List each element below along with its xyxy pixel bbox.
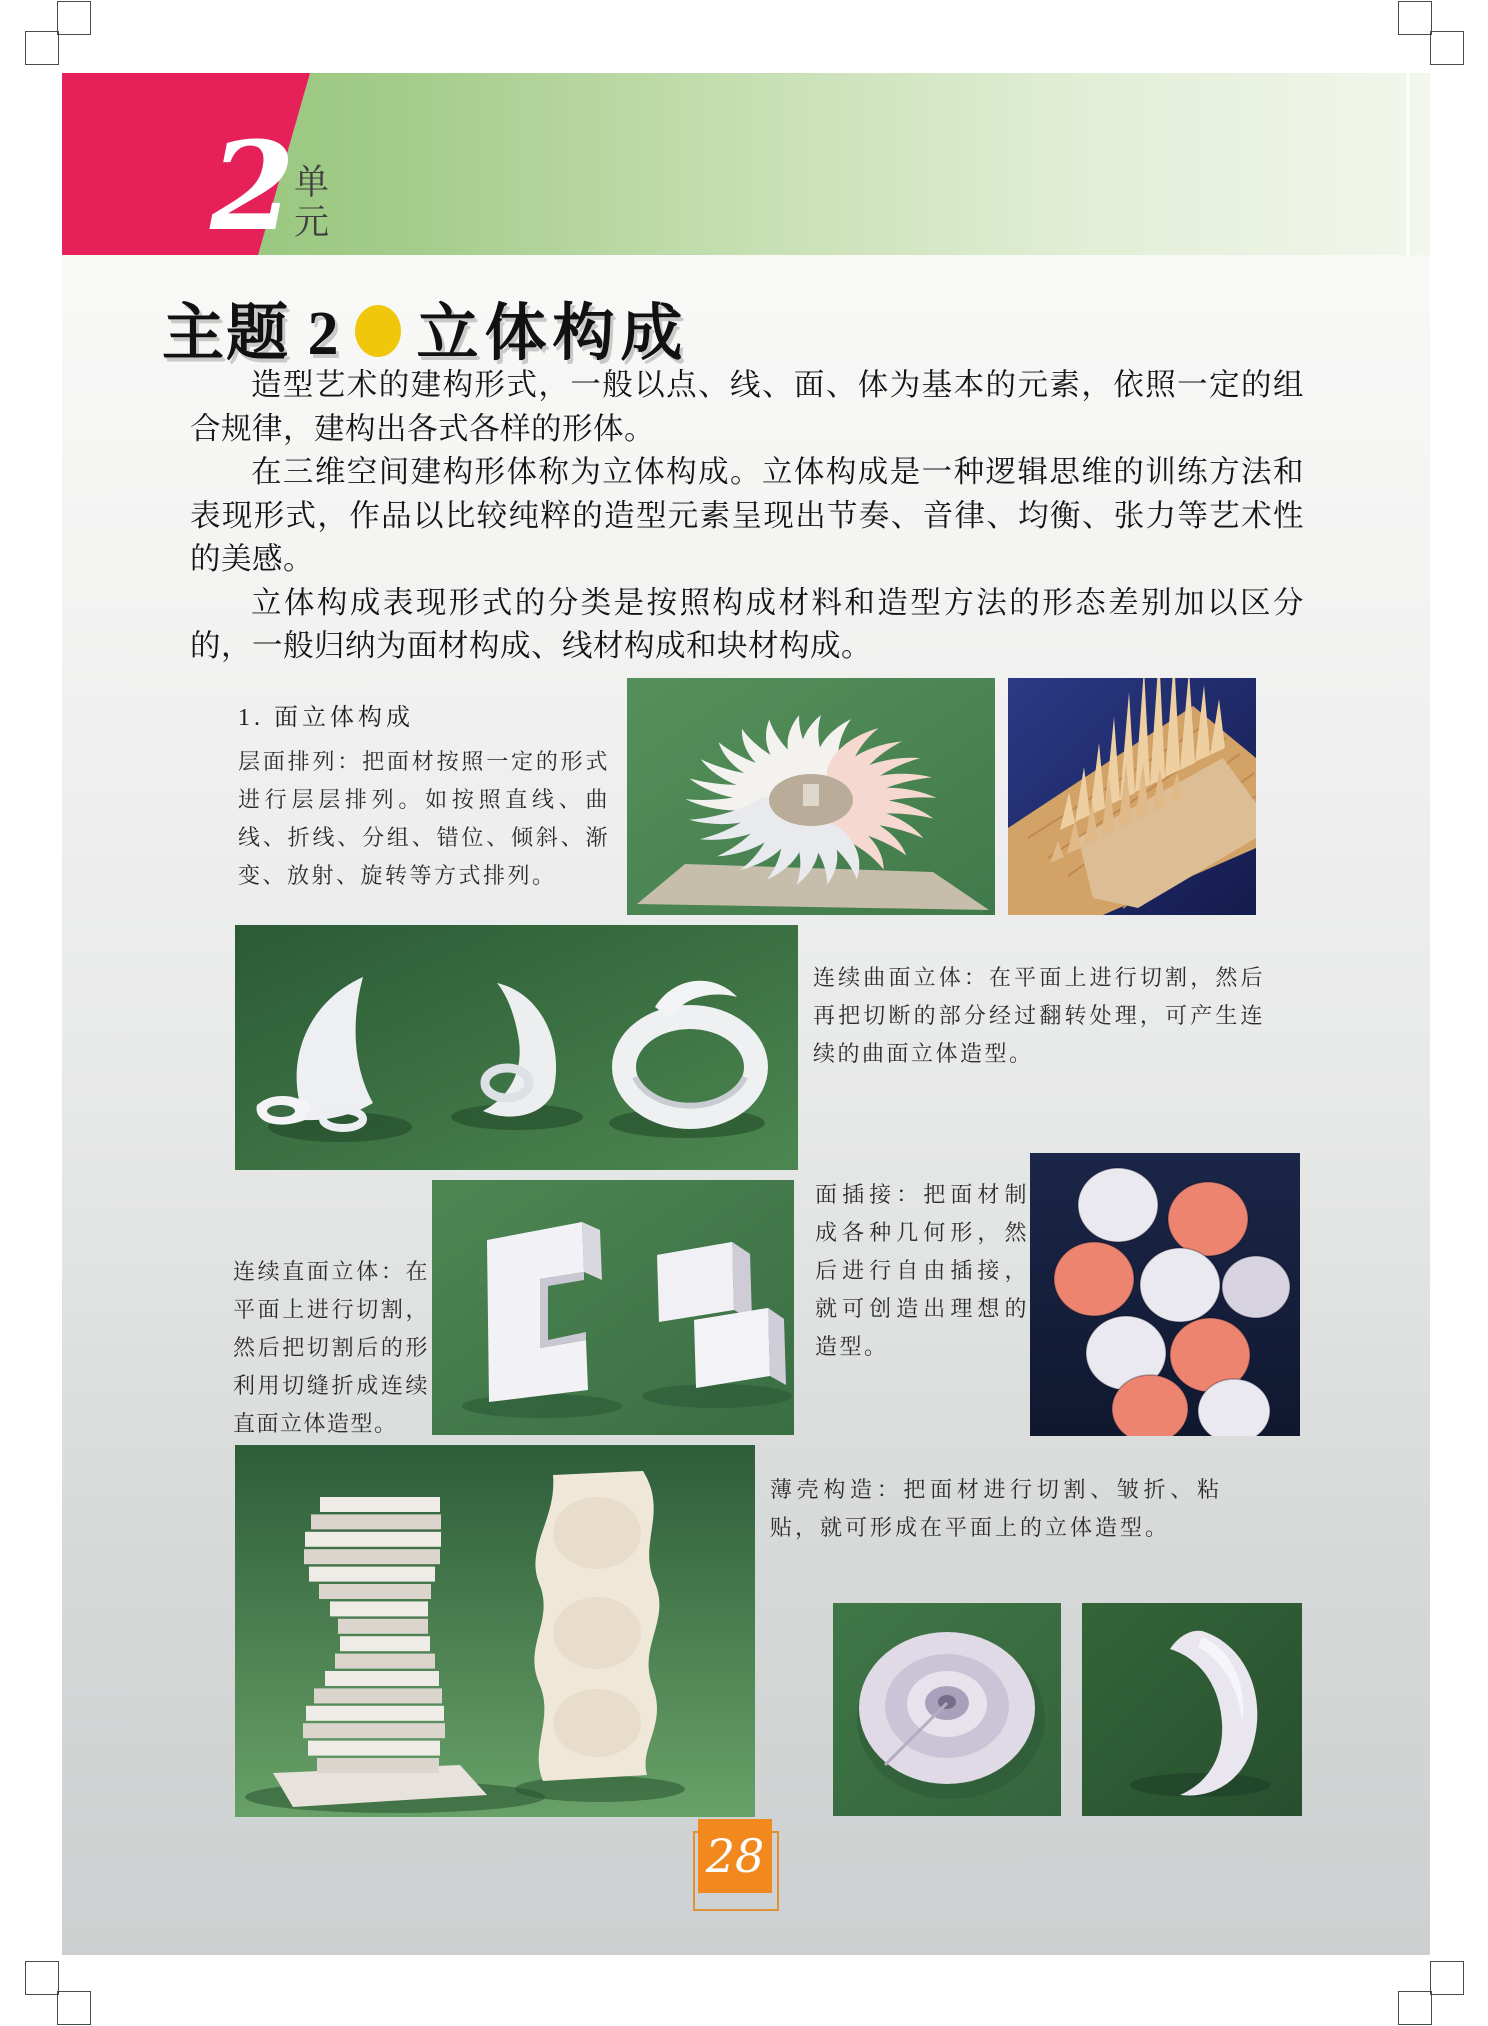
crop-mark <box>25 1961 59 1995</box>
intro-text <box>190 364 1304 669</box>
caption-plane-interlock: 面插接：把面材制成各种几何形，然后进行自由插接，就可创造出理想的造型。 <box>815 1182 1029 1359</box>
crop-mark <box>1430 31 1464 65</box>
photo-twisted-stack-and-wave-towers <box>235 1445 755 1817</box>
unit-banner <box>62 73 1430 258</box>
chapter-title-name: 立体构成 <box>416 300 689 368</box>
photo-triangular-spikes-on-wood <box>1008 678 1256 915</box>
caption-thin-shell: 薄壳构造：把面材进行切割、皱折、粘贴，就可形成在平面上的立体造型。 <box>770 1477 1222 1540</box>
intro-paragraph: 立体构成表现形式的分类是按照构成材料和造型方法的形态差别加以区分的，一般归纳为面材构成、线材构成和块材构成。 <box>190 585 1304 663</box>
caption-continuous-straight: 连续直面立体：在平面上进行切割，然后把切割后的形利用切缝折成连续直面立体造型。 <box>233 1259 429 1436</box>
caption-continuous-curved: 连续曲面立体：在平面上进行切割，然后再把切断的部分经过翻转处理，可产生连续的曲面立体造型。 <box>813 965 1265 1066</box>
yellow-dot-icon <box>355 305 401 357</box>
page-number-badge <box>698 1819 772 1893</box>
unit-label: 单元 <box>294 163 330 244</box>
chapter-title-prefix: 主题 2 <box>162 300 341 368</box>
photo-radial-fan-paper-model <box>627 678 995 915</box>
unit-number: 2 <box>210 114 295 258</box>
caption-layered-arrangement: 层面排列：把面材按照一定的形式进行层层排列。如按照直线、曲线、折线、分组、错位、倾斜、渐变、放射、旋转等方式排列。 <box>238 749 610 888</box>
photo-cut-and-fold-frames <box>432 1180 794 1435</box>
page-body <box>62 73 1430 1955</box>
crop-mark <box>57 1991 91 2025</box>
crop-mark <box>57 1 91 35</box>
photo-concentric-disc-relief <box>833 1603 1061 1816</box>
page-number: 28 <box>705 1829 765 1883</box>
photo-teardrop-shell-form <box>1082 1603 1302 1816</box>
intro-paragraph: 造型艺术的建构形式，一般以点、线、面、体为基本的元素，依照一定的组合规律，建构出各式各样的形体。 <box>190 368 1304 446</box>
chapter-title <box>162 283 689 372</box>
photo-interlocked-pink-discs <box>1030 1153 1300 1436</box>
crop-mark <box>1430 1961 1464 1995</box>
crop-mark <box>25 31 59 65</box>
banner-divider-line <box>1406 73 1410 255</box>
photo-three-curled-paper-forms <box>235 925 798 1170</box>
crop-mark <box>1398 1 1432 35</box>
section-heading: 1. 面立体构成 <box>238 705 414 731</box>
crop-mark <box>1398 1991 1432 2025</box>
intro-paragraph: 在三维空间建构形体称为立体构成。立体构成是一种逻辑思维的训练方法和表现形式，作品以比较纯粹的造型元素呈现出节奏、音律、均衡、张力等艺术性的美感。 <box>190 455 1304 576</box>
